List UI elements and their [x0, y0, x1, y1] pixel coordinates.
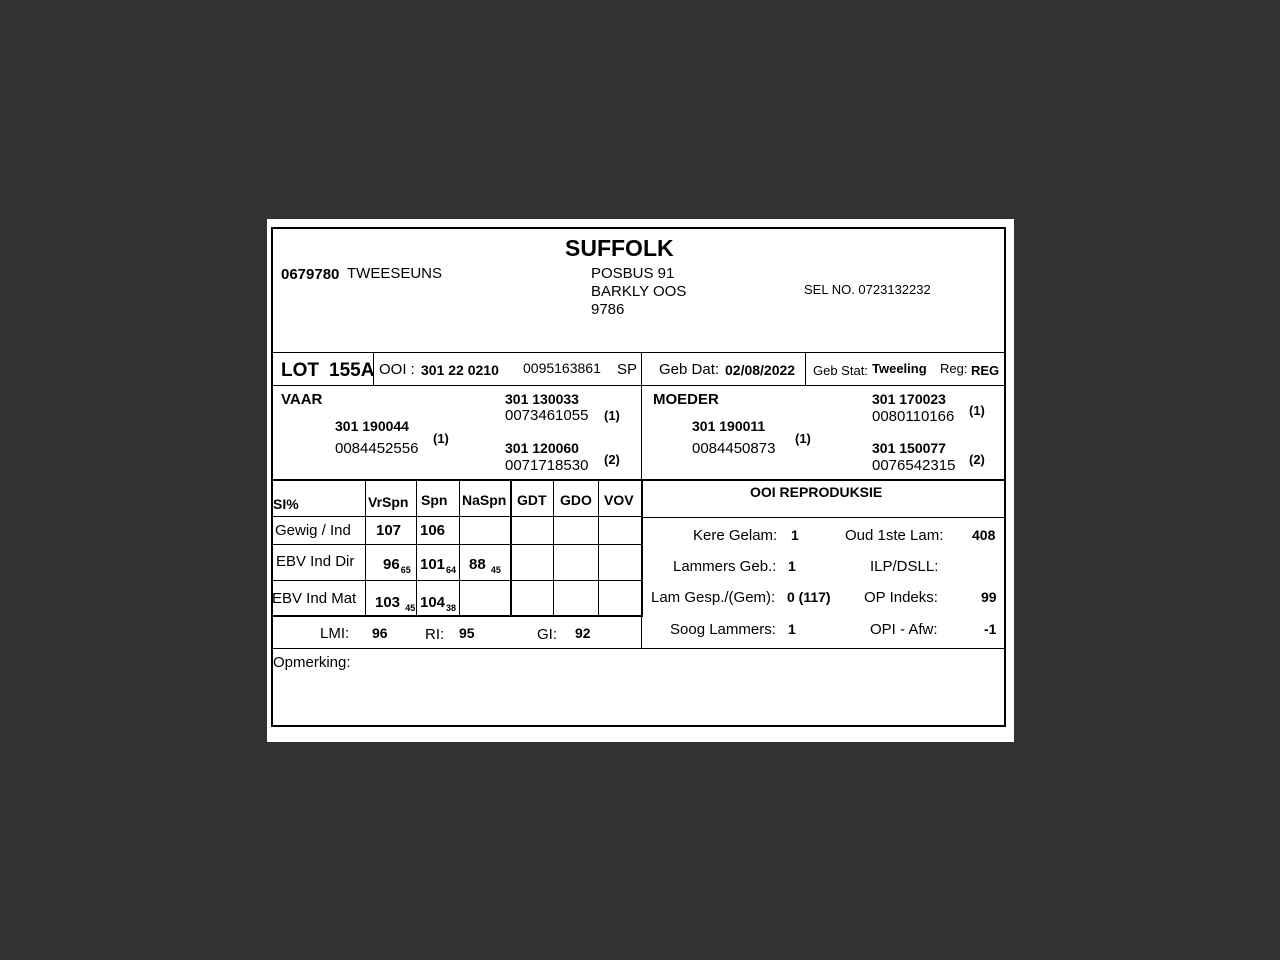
- gi-label: GI:: [537, 626, 558, 643]
- accuracy-value: 38: [446, 603, 457, 613]
- column-header-vrspn: VrSpn: [368, 494, 409, 510]
- op-indeks-value: 99: [981, 589, 997, 605]
- ooi-label: OOI :: [379, 361, 415, 378]
- dam-sire-reg-number: 0080110166: [872, 408, 955, 425]
- divider: [365, 480, 366, 616]
- reg-value: REG: [971, 363, 1000, 378]
- weight-spn: 106: [420, 522, 446, 539]
- reproduction-title: OOI REPRODUKSIE: [750, 484, 883, 500]
- ri-label: RI:: [425, 626, 445, 643]
- dam-id: 301 190011: [692, 418, 766, 434]
- gi-value: 92: [575, 625, 591, 641]
- row-label-weight: Gewig / Ind: [275, 522, 351, 539]
- divider: [273, 385, 1004, 386]
- lmi-label: LMI:: [320, 625, 350, 642]
- birth-date-label: Geb Dat:: [659, 361, 720, 378]
- opi-afw-label: OPI - Afw:: [870, 621, 938, 638]
- sire-mark: (1): [433, 431, 449, 446]
- sire-sire-mark: (1): [604, 408, 620, 423]
- divider: [459, 480, 460, 616]
- oud-1ste-lam-label: Oud 1ste Lam:: [845, 527, 944, 544]
- ebv-dir-vrspn: $96_{65}$: [383, 556, 411, 575]
- divider: [641, 352, 642, 386]
- oud-1ste-lam-value: 408: [972, 527, 996, 543]
- address-line-1: POSBUS 91: [591, 265, 675, 282]
- dam-reg-number: 0084450873: [692, 440, 776, 457]
- kere-gelam-label: Kere Gelam:: [693, 527, 778, 544]
- column-header-si: SI%: [273, 496, 299, 512]
- sire-dam-id: 301 120060: [505, 440, 579, 456]
- sire-id: 301 190044: [335, 418, 409, 434]
- divider: [273, 648, 1004, 649]
- dam-label: MOEDER: [653, 391, 719, 408]
- sire-dam-reg-number: 0071718530: [505, 457, 589, 474]
- lot-number: 155A: [329, 360, 375, 381]
- divider: [553, 480, 554, 616]
- ooi-id: 301 22 0210: [421, 362, 499, 378]
- accuracy-value: 64: [446, 565, 457, 575]
- address-line-3: 9786: [591, 301, 625, 318]
- lam-gesp-label: Lam Gesp./(Gem):: [651, 589, 776, 606]
- dam-dam-id: 301 150077: [872, 440, 946, 456]
- dam-dam-mark: (2): [969, 452, 985, 467]
- dam-sire-id: 301 170023: [872, 391, 946, 407]
- dam-sire-mark: (1): [969, 403, 985, 418]
- column-header-naspn: NaSpn: [462, 492, 507, 508]
- lammers-geb-value: 1: [788, 558, 796, 574]
- op-indeks-label: OP Indeks:: [864, 589, 938, 606]
- row-label-ebv-mat: EBV Ind Mat: [272, 590, 357, 607]
- kere-gelam-value: 1: [791, 527, 799, 543]
- divider: [641, 517, 1004, 518]
- sire-dam-mark: (2): [604, 452, 620, 467]
- birth-date: 02/08/2022: [725, 362, 796, 378]
- column-header-spn: Spn: [421, 492, 448, 508]
- ri-value: 95: [459, 625, 475, 641]
- ooi-reg-number: 0095163861: [523, 360, 601, 376]
- divider: [273, 352, 1004, 353]
- divider: [273, 516, 641, 517]
- soog-lammers-value: 1: [788, 621, 796, 637]
- birth-status: Tweeling: [872, 361, 927, 376]
- divider: [416, 480, 417, 616]
- catalogue-card: [267, 219, 1014, 742]
- card-frame: [271, 227, 1006, 727]
- ilp-dsll-label: ILP/DSLL:: [870, 558, 939, 575]
- divider: [805, 352, 806, 386]
- dam-mark: (1): [795, 431, 811, 446]
- ebv-dir-spn: $101_{64}$: [420, 556, 457, 575]
- reg-label: Reg:: [940, 361, 968, 376]
- owner-name: TWEESEUNS: [347, 265, 443, 282]
- weight-vrspn: 107: [376, 522, 402, 539]
- column-header-gdt: GDT: [517, 492, 547, 508]
- address-line-2: BARKLY OOS: [591, 283, 687, 300]
- ebv-mat-vrspn: 103 $_{45}$: [375, 594, 416, 613]
- accuracy-value: 45: [490, 565, 501, 575]
- divider: [273, 580, 641, 581]
- lammers-geb-label: Lammers Geb.:: [673, 558, 777, 575]
- divider: [273, 615, 643, 617]
- sire-sire-reg-number: 0073461055: [505, 407, 589, 424]
- owner-number: 0679780: [281, 266, 340, 283]
- breed-title: SUFFOLK: [565, 235, 674, 261]
- accuracy-value: 45: [405, 603, 416, 613]
- column-header-vov: VOV: [604, 492, 634, 508]
- ebv-mat-spn: $104_{38}$: [420, 594, 457, 613]
- divider: [273, 479, 1004, 481]
- divider: [510, 480, 512, 616]
- lmi-value: 96: [372, 625, 388, 641]
- phone-number: SEL NO. 0723132232: [804, 282, 931, 297]
- sp-code: SP: [617, 361, 638, 378]
- lot-label: LOT: [281, 360, 319, 381]
- opi-afw-value: -1: [984, 621, 997, 637]
- accuracy-value: 65: [400, 565, 411, 575]
- remarks-label: Opmerking:: [273, 654, 351, 671]
- divider: [273, 544, 641, 545]
- birth-status-label: Geb Stat:: [813, 363, 868, 378]
- lam-gesp-value: 0 (117): [787, 589, 831, 605]
- dam-dam-reg-number: 0076542315: [872, 457, 956, 474]
- soog-lammers-label: Soog Lammers:: [670, 621, 776, 638]
- row-label-ebv-dir: EBV Ind Dir: [276, 553, 355, 570]
- column-header-gdo: GDO: [560, 492, 592, 508]
- ebv-dir-naspn: 88 $_{45}$: [469, 556, 501, 575]
- sire-label: VAAR: [281, 391, 323, 408]
- divider: [641, 480, 643, 616]
- sire-sire-id: 301 130033: [505, 391, 579, 407]
- divider: [598, 480, 599, 616]
- sire-reg-number: 0084452556: [335, 440, 419, 457]
